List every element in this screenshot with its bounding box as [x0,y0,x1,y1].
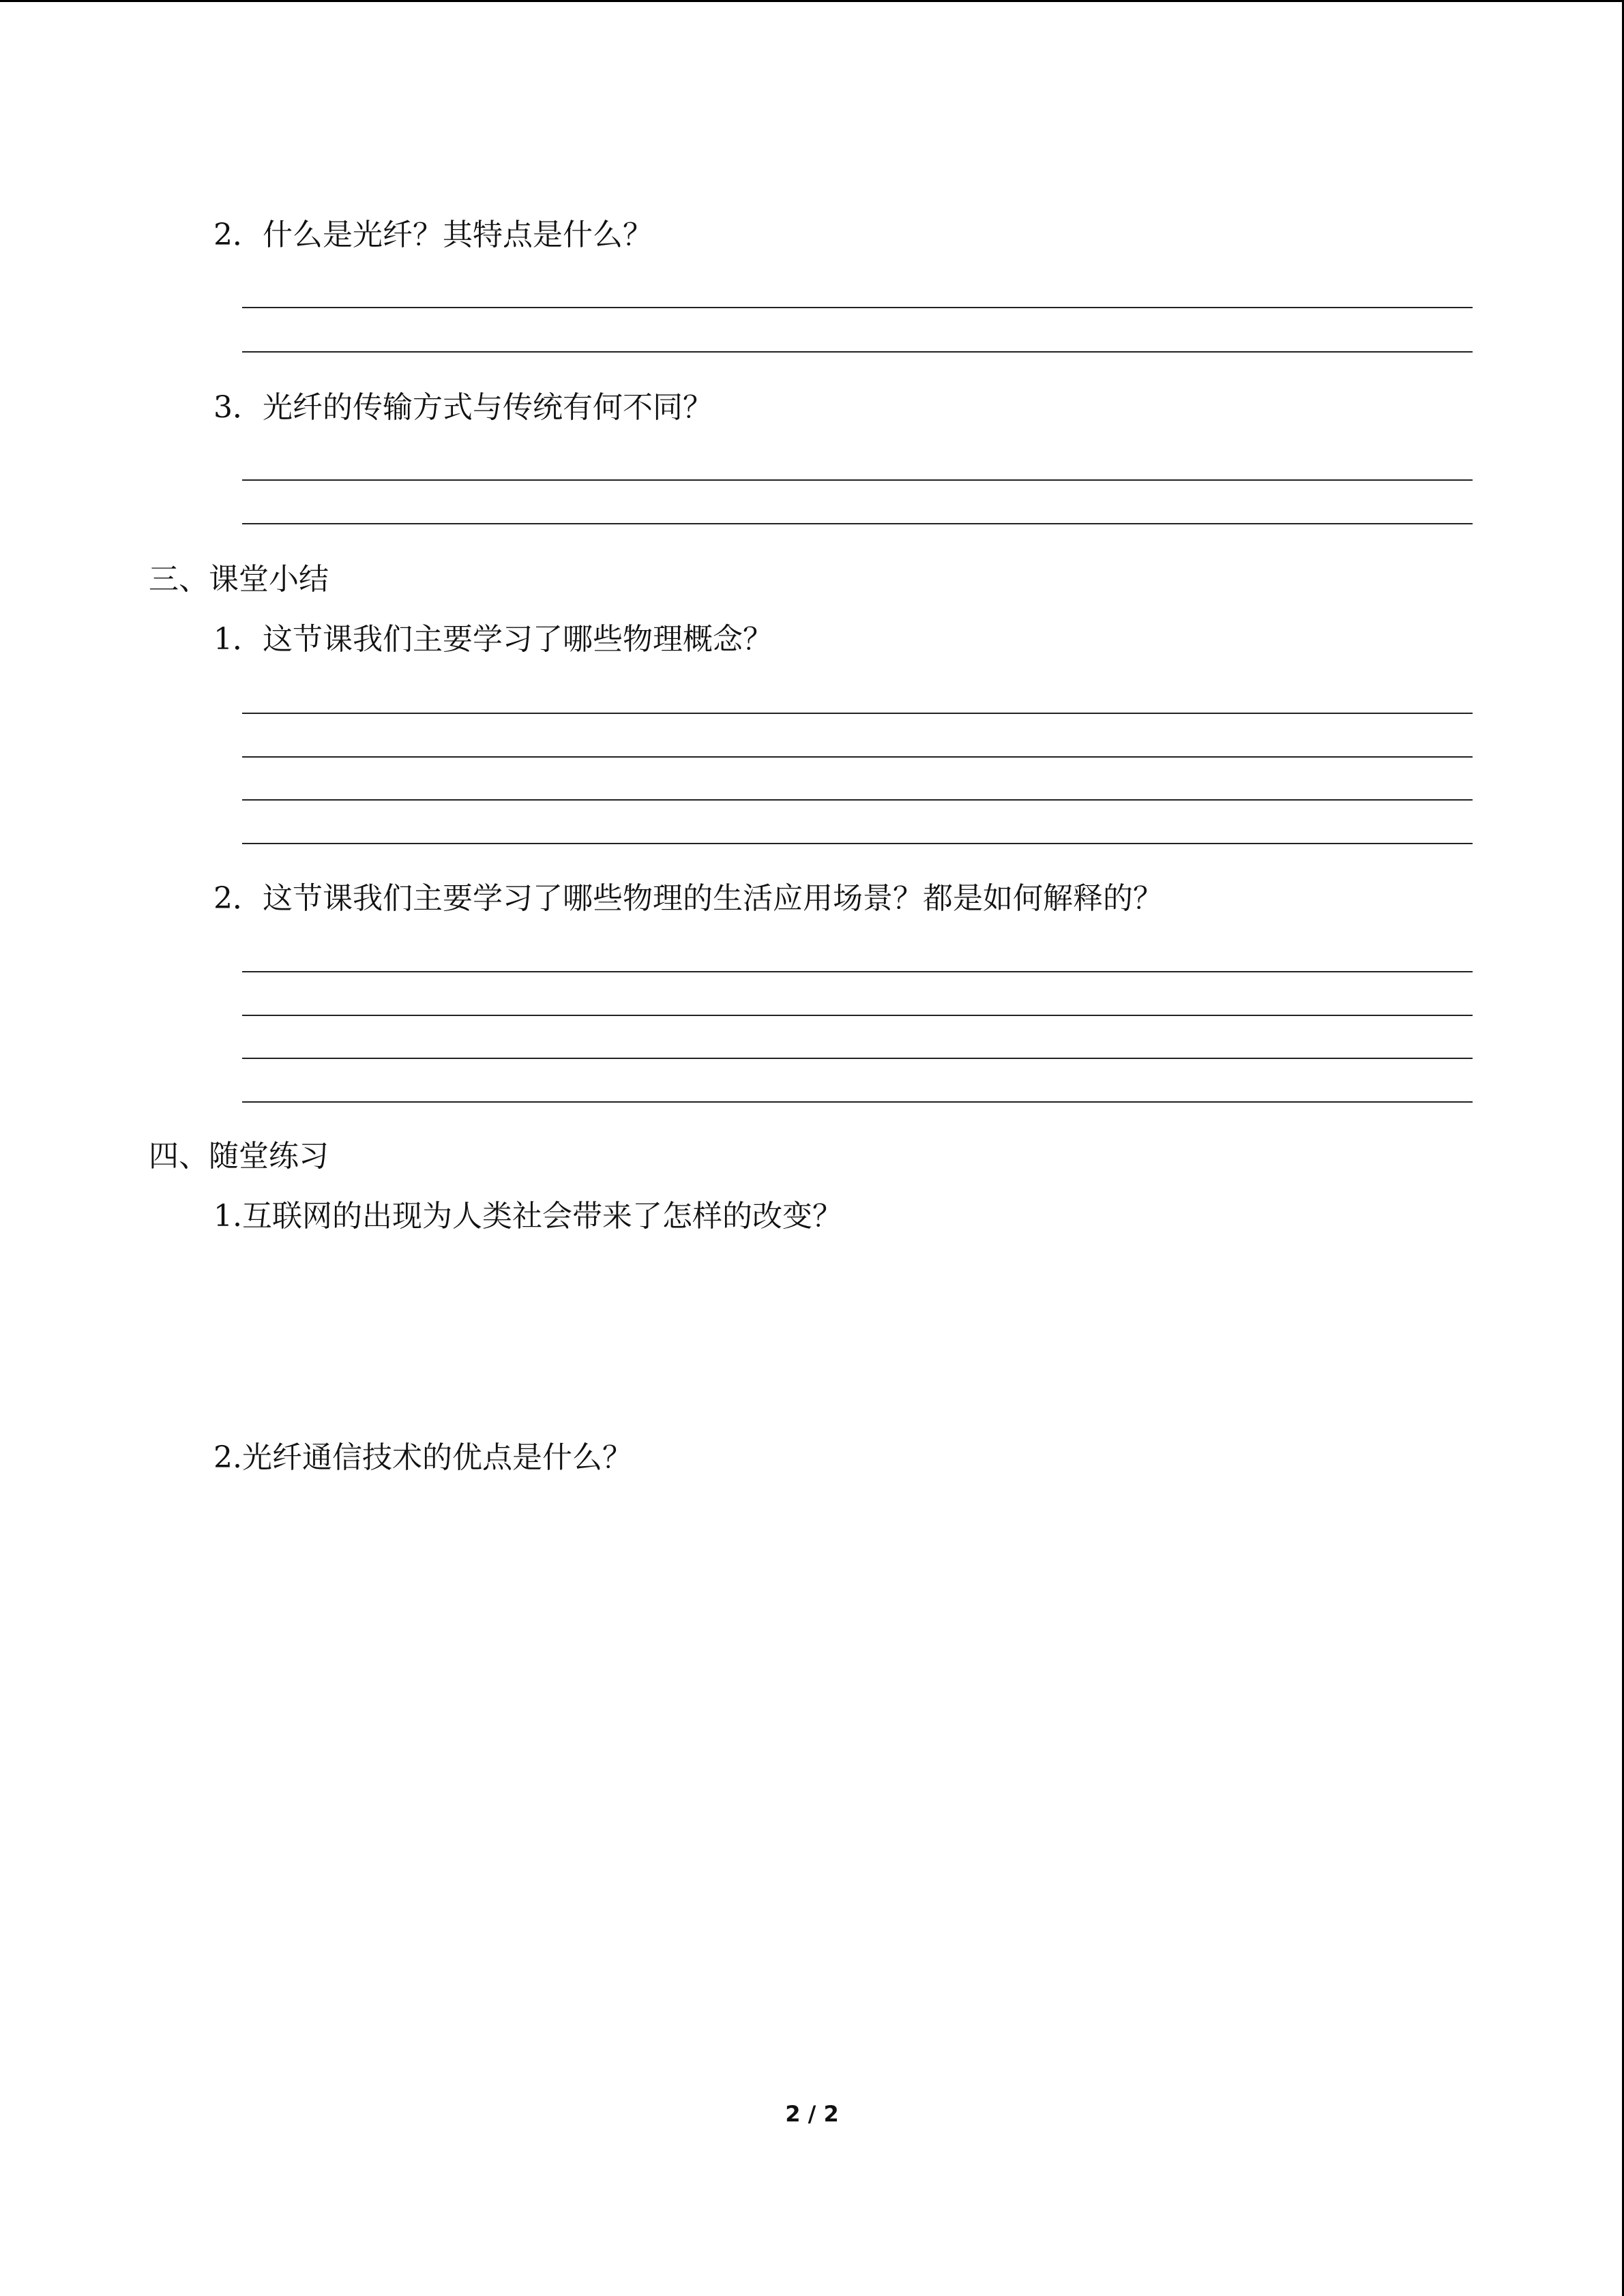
answer-line [242,1015,1473,1016]
section-heading-summary: 三、课堂小结 [149,562,329,597]
question-physics-concepts: 1．这节课我们主要学习了哪些物理概念？ [213,622,773,657]
page-border-top [0,0,1624,2]
question-internet-impact: 1.互联网的出现为人类社会带来了怎样的改变？ [213,1199,842,1234]
answer-line [242,843,1473,844]
question-fiber-definition: 2．什么是光纤？其特点是什么？ [213,218,653,252]
question-physics-applications: 2．这节课我们主要学习了哪些物理的生活应用场景？都是如何解释的？ [213,881,1163,916]
answer-line [242,799,1473,801]
answer-line [242,971,1473,972]
answer-line [242,1058,1473,1059]
question-fiber-advantages: 2.光纤通信技术的优点是什么？ [213,1440,632,1475]
section-heading-practice: 四、随堂练习 [149,1139,329,1174]
answer-line [242,756,1473,758]
answer-line [242,1101,1473,1103]
question-fiber-transmission: 3．光纤的传输方式与传统有何不同？ [213,390,713,425]
answer-line [242,307,1473,308]
answer-line [242,713,1473,714]
page-number: 2 / 2 [785,2101,839,2127]
answer-line [242,523,1473,524]
answer-line [242,479,1473,481]
answer-line [242,351,1473,353]
